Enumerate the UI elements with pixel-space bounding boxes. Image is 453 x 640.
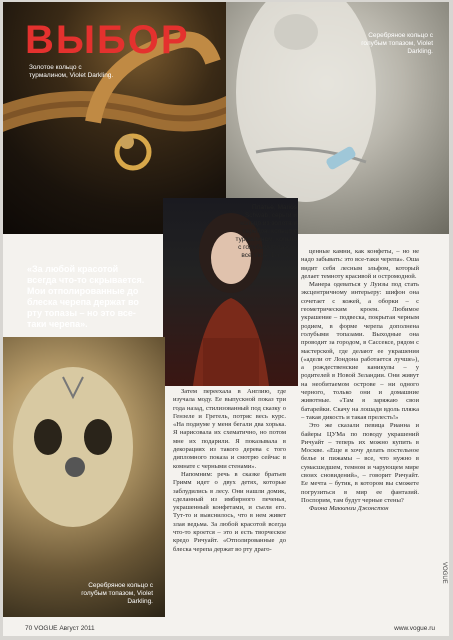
caption-silver-ring-bottom: Серебряное кольцо с голубым топазом, Violet Darkling. [81,582,153,605]
caption-gold-ring: Золотое кольцо с турмалином, Violet Darkling. [29,64,114,79]
photo-skull-ring [3,337,165,617]
author-signature: Фиона Маккензи Джонстон [309,505,389,513]
footer-right: www.vogue.ru [394,625,435,632]
footer-left: 70 VOGUE Август 2011 [25,625,95,632]
paragraph: ценные камни, как конфеты, – но не надо забывать: это все-таки черепа». Оша видит себя лесным эльфом, который делает темноту красивой и остромодной. [301,248,419,280]
pull-quote: «За любой красотой всегда что-то скрывается. Мои отполированные до блеска черепа держат во рту топазы – но это все-таки черепа». [27,264,145,329]
skull-illustration [3,337,165,617]
magazine-page [3,2,449,636]
paragraph: Затем переехала в Англию, где изучала моду. Ее выпускной показ три года назад, стилизованный под сказку о Гензеле и Гретель, потряс весь курс. «На подиуме у меня бегали два хорька. Я нарисовала их схематично, но потом мне их подарили. Я показывала в декорациях из такого дерева с того дипломного показа и смотрю сейчас в комнате с черными стенами». [173,388,286,470]
caption-portrait: Платье, Marios Schwab; серьги и кольцо из золота и серебра, кольцо с турмалином, кольцо с голубым топазом, все Violet Darkling. [235,204,297,259]
caption-silver-ring-top: Серебряное кольцо с голубым топазом, Violet Darkling. [361,32,433,55]
paragraph: Напомним: речь в сказке братьев Гримм идет о двух детях, которые заблудились в лесу. Они нашли домик, сделанный из имбирного печенья, украшенный конфетами, и съели его. Тут-то и выяснилось, что в нем живет злая ведьма. За любой красотой всегда что-то кроется – это и есть творческое кредо Ричуайт. «Отполированные до блеска черепа держат во рту драго- [173,470,286,553]
side-label: VOGUE [441,562,447,584]
paragraph: Это же сказали певица Рианна и байеры ЦУМа по поводу украшений Ричуайт – теперь их можно купить в Москве. «Еще я хочу делать постельное белье и пижамы – все, что нужно в сумасшедшем, темном и чарующем мире своих сновидений», – говорит Ричуайт. Ее мечта – бутик, в котором вы сможете погрузиться в мир ее фантазий. Поспорим, там будут черные стены? [301,422,419,504]
column-right [301,248,419,616]
section-title: ВЫБОР [25,18,190,62]
paragraph: Манера одеваться у Луизы под стать эксцентричному интерьеру: шифон она сочетает с кожей, а оборки – с геометрическим кроем. Любимое украшение – подвеска, покрытая черным родием, в форме черепа дополнена голубыми топазами. Выходные она проводит за городом, в Сассексе, рядом с мастерской, где делают ее украшения («адели от Лондона работается лучше»), а рождественские каникулы – у родителей в Новой Зеландии. Они живут на необитаемом острове – ни одного черного, только они и домашние животные. «Там я заряжаю свои батарейки. Скачу на лошади вдоль пляжа – такая дикость и такая прелесть!» [301,281,419,421]
column-middle [173,388,286,613]
